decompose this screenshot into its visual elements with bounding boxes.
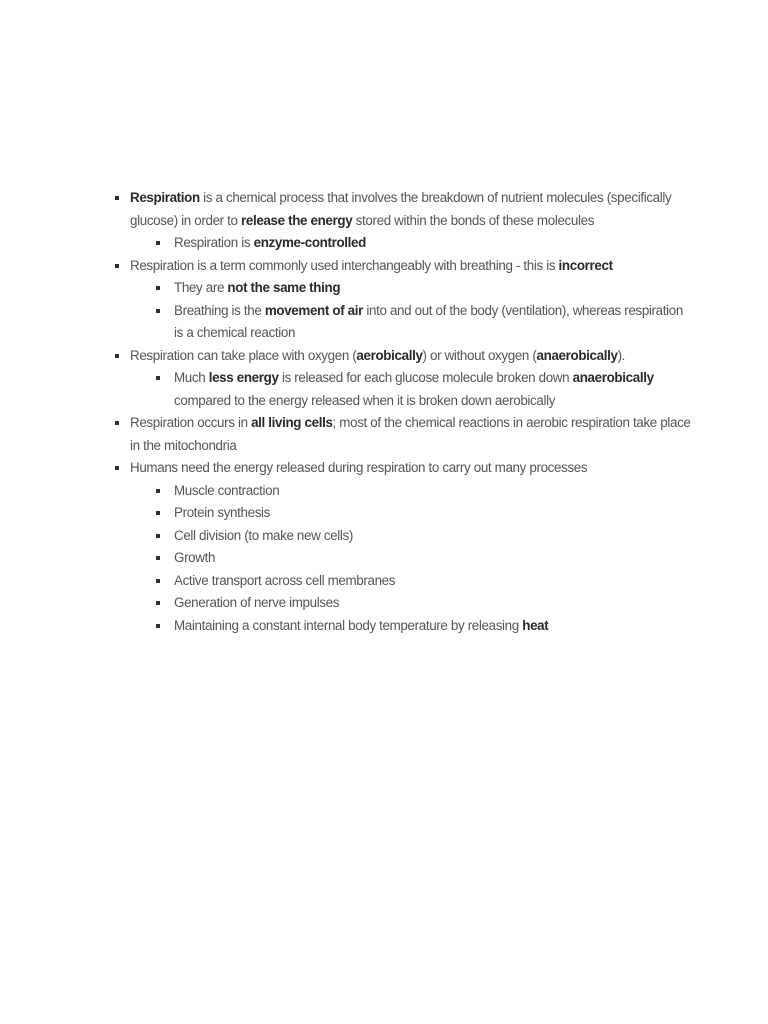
square-bullet-icon	[156, 624, 160, 628]
sub-list	[152, 232, 692, 255]
text-segment: Humans need the energy released during respiration to carry out many processes	[130, 460, 588, 475]
sub-list-item	[152, 277, 692, 300]
sub-list-item	[152, 502, 692, 525]
sub-list-item	[152, 300, 692, 345]
square-bullet-icon	[115, 466, 119, 470]
bold-term: anaerobically	[536, 347, 618, 363]
text-segment: Maintaining a constant internal body temperature by releasing	[174, 617, 523, 633]
square-bullet-icon	[156, 579, 160, 583]
bullet-list	[112, 187, 692, 637]
bold-term: movement of air	[264, 302, 364, 318]
list-item	[112, 187, 692, 255]
list-item	[112, 412, 692, 457]
sub-list-item	[152, 480, 692, 503]
text-segment: Active transport across cell membranes	[174, 572, 396, 588]
sub-list-item	[152, 615, 692, 638]
square-bullet-icon	[115, 421, 119, 425]
text-segment: is a chemical process that involves the breakdown of nutrient molecules (specifically glucose) in order to	[130, 190, 672, 228]
square-bullet-icon	[156, 556, 160, 560]
bold-term: incorrect	[558, 257, 613, 273]
notes-content	[112, 187, 692, 637]
square-bullet-icon	[156, 511, 160, 515]
sub-list-item	[152, 570, 692, 593]
square-bullet-icon	[156, 286, 160, 290]
sub-list-item	[152, 232, 692, 255]
bold-term: aerobically	[356, 347, 423, 363]
square-bullet-icon	[156, 241, 160, 245]
text-segment: Cell division (to make new cells)	[174, 527, 353, 543]
bold-term: less energy	[208, 370, 279, 385]
square-bullet-icon	[156, 489, 160, 493]
bold-term: all living cells	[251, 415, 333, 430]
text-segment: Respiration occurs in	[130, 415, 252, 430]
square-bullet-icon	[115, 264, 119, 268]
square-bullet-icon	[156, 376, 160, 380]
text-segment: Muscle contraction	[174, 482, 280, 498]
square-bullet-icon	[156, 534, 160, 538]
text-segment: Growth	[174, 550, 216, 565]
square-bullet-icon	[156, 601, 160, 605]
sub-list	[152, 367, 692, 412]
sub-list	[152, 277, 692, 345]
sub-list	[152, 480, 692, 638]
bold-term: heat	[522, 617, 549, 633]
text-segment: into and out of the body (ventilation), whereas respiration is a chemical reaction	[174, 302, 683, 340]
text-segment: Respiration is a term commonly used interchangeably with breathing - this is	[130, 257, 559, 273]
text-segment: ; most of the chemical reactions in aerobic respiration take place in the mitochondria	[130, 415, 691, 453]
text-segment: Respiration is	[174, 235, 254, 250]
bold-term: anaerobically	[572, 370, 654, 385]
bold-term: Respiration	[130, 190, 200, 205]
text-segment: Breathing is the	[174, 302, 265, 318]
bold-term: enzyme-controlled	[253, 235, 366, 250]
list-item	[112, 345, 692, 413]
text-segment: ).	[617, 347, 626, 363]
list-item	[112, 255, 692, 345]
text-segment: ) or without oxygen (	[422, 347, 537, 363]
text-segment: Respiration can take place with oxygen (	[130, 347, 357, 363]
sub-list-item	[152, 547, 692, 570]
list-item	[112, 457, 692, 637]
bold-term: not the same thing	[227, 280, 341, 295]
text-segment: Much	[174, 370, 209, 385]
square-bullet-icon	[115, 354, 119, 358]
sub-list-item	[152, 367, 692, 412]
sub-list-item	[152, 525, 692, 548]
text-segment: Generation of nerve impulses	[174, 595, 340, 610]
text-segment: stored within the bonds of these molecules	[352, 212, 595, 228]
sub-list-item	[152, 592, 692, 615]
bold-term: release the energy	[241, 212, 353, 228]
text-segment: compared to the energy released when it is broken down aerobically	[174, 392, 556, 408]
text-segment: is released for each glucose molecule broken down	[278, 370, 573, 385]
text-segment: They are	[174, 280, 228, 295]
square-bullet-icon	[115, 196, 119, 200]
square-bullet-icon	[156, 309, 160, 313]
text-segment: Protein synthesis	[174, 505, 271, 520]
